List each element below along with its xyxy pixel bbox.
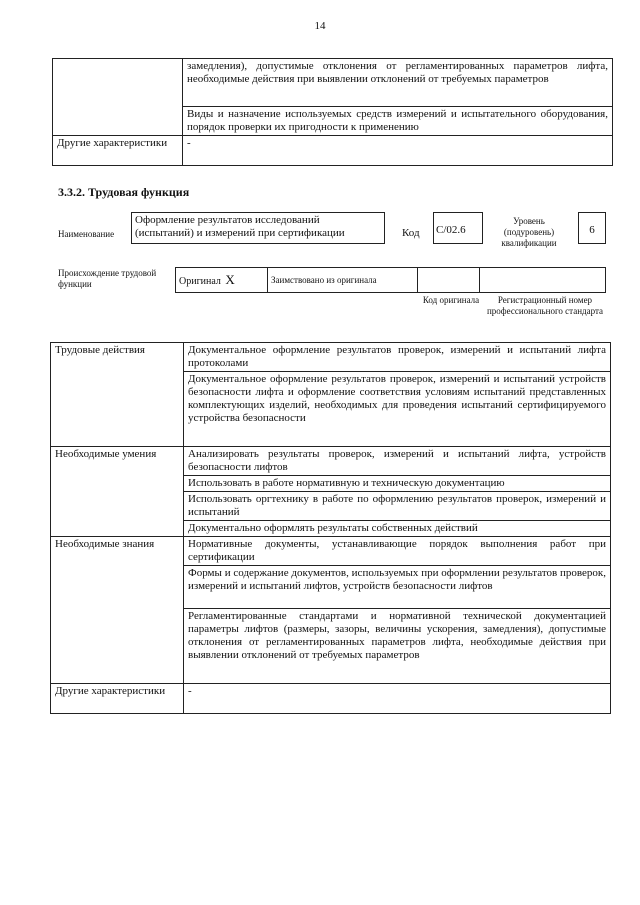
table-cell: Виды и назначение используемых средств измерений и испытательного оборудования, порядок проверки их пригодности к применению — [183, 107, 613, 136]
page-number: 14 — [314, 20, 326, 32]
section-title: 3.3.2. Трудовая функция — [58, 185, 190, 199]
table-cell: Использовать в работе нормативную и техническую документацию — [184, 476, 611, 492]
origin-borrowed-cell: Заимствовано из оригинала — [268, 268, 418, 292]
origin-reg-cell — [480, 268, 605, 292]
table-cell: Документальное оформление результатов проверок, измерений и испытаний лифта протоколами — [184, 343, 611, 372]
table-cell: Документальное оформление результатов проверок, измерений и испытаний устройств безопасности лифта и оформление соответствия условиям испытаний представленных комплектующих изделий, необходимых для проведения испытаний сертифицируемого устройства безопасности — [184, 372, 611, 447]
table-cell: Документально оформлять результаты собственных действий — [184, 521, 611, 537]
table-cell: замедления), допустимые отклонения от регламентированных параметров лифта, необходимые действия при выявлении отклонений от требуемых параметров — [183, 59, 613, 107]
row-label: Необходимые знания — [51, 537, 184, 684]
row-label: Необходимые умения — [51, 447, 184, 537]
origin-code-cell — [418, 268, 480, 292]
name-label: Наименование — [58, 229, 115, 239]
continuation-table — [52, 58, 613, 166]
table-cell: Использовать оргтехнику в работе по оформлению результатов проверок, измерений и испытаний — [184, 492, 611, 521]
row-label: Трудовые действия — [51, 343, 184, 447]
table-cell: Нормативные документы, устанавливающие порядок выполнения работ при сертификации — [184, 537, 611, 566]
row-label: Другие характеристики — [53, 136, 183, 166]
table-cell: - — [183, 136, 613, 166]
table-cell: Анализировать результаты проверок, измерений и испытаний лифта, устройств безопасности лифтов — [184, 447, 611, 476]
table-cell: Регламентированные стандартами и нормативной технической документацией параметры лифтов (размеры, зазоры, величины ускорения, замедления), допустимые отклонения от регламентированных параметров лифта, необходимые действия при выявлении отклонений от требуемых параметров — [184, 609, 611, 684]
function-name-box: Оформление результатов исследований (испытаний) и измерений при сертификации — [131, 212, 385, 244]
function-table — [50, 342, 611, 714]
code-box: С/02.6 — [433, 212, 483, 244]
origin-mark: X — [225, 272, 235, 287]
reg-number-label: Регистрационный номер профессионального стандарта — [486, 295, 604, 316]
code-label: Код — [402, 227, 420, 239]
table-cell: Формы и содержание документов, используемых при оформлении результатов проверок, измерений и испытаний лифтов, устройств безопасности лифтов — [184, 566, 611, 609]
origin-original: Оригинал — [179, 276, 221, 287]
orig-code-label: Код оригинала — [422, 295, 480, 305]
origin-label: Происхождение трудовой функции — [58, 268, 157, 289]
origin-original-cell — [176, 268, 268, 292]
table-cell: - — [184, 684, 611, 714]
origin-table — [175, 267, 606, 293]
row-label: Другие характеристики — [51, 684, 184, 714]
level-label: Уровень (подуровень) квалификации — [501, 216, 557, 248]
level-box: 6 — [578, 212, 606, 244]
empty-label-cell — [53, 59, 183, 136]
